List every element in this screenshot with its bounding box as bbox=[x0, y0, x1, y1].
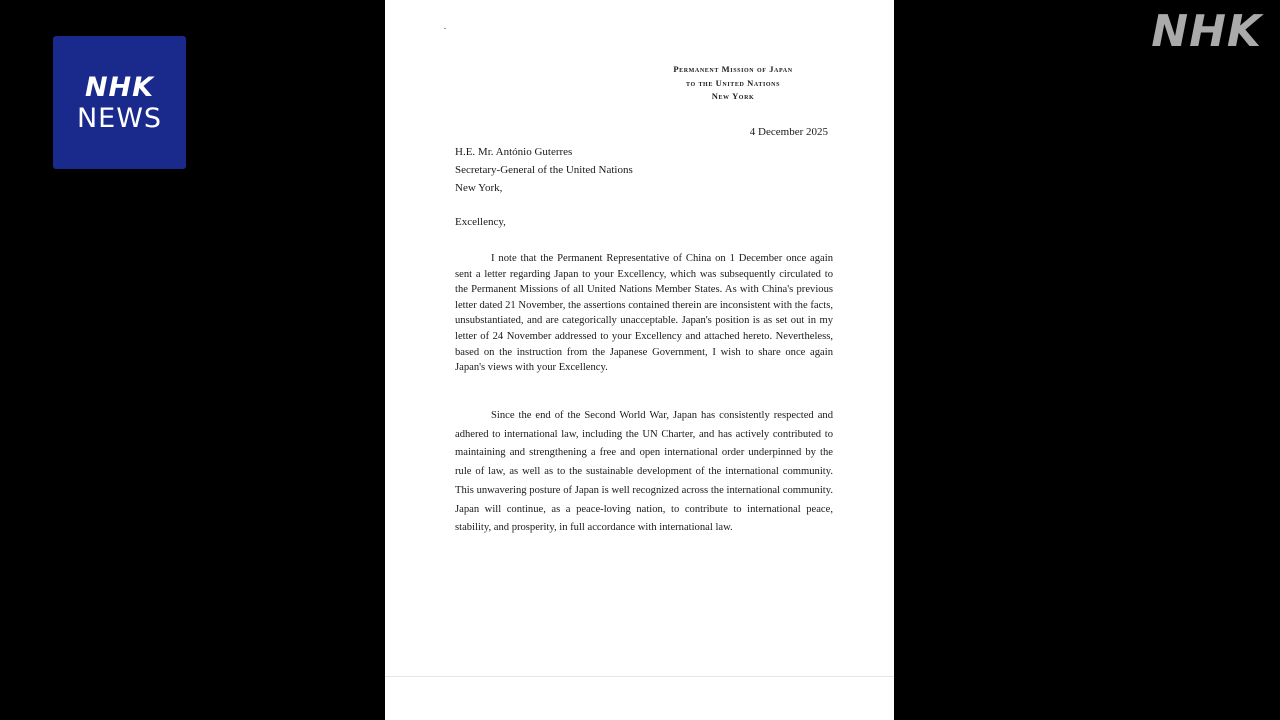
addressee-city: New York, bbox=[455, 182, 503, 194]
addressee-title: Secretary-General of the United Nations bbox=[455, 164, 633, 176]
letterhead bbox=[633, 63, 833, 104]
addressee-name: H.E. Mr. António Guterres bbox=[455, 146, 573, 158]
letterhead-line: New York bbox=[711, 91, 755, 101]
letterhead-line: to the United Nations bbox=[685, 77, 781, 88]
addressee-block bbox=[455, 143, 633, 197]
nhk-watermark: NHK bbox=[1151, 6, 1262, 57]
paper-speck bbox=[444, 28, 446, 29]
logo-line-nhk: NHK bbox=[84, 71, 155, 103]
letter-page bbox=[385, 0, 894, 720]
page-edge-line bbox=[385, 676, 894, 677]
salutation: Excellency, bbox=[455, 216, 506, 228]
body-paragraph-2: Since the end of the Second World War, Japan has consistently respected and adhered to international law, including the UN Charter, and has actively contributed to maintaining and strengthening a free and open international order underpinned by the rule of law, as well as to the sustainable development of the international community. This unwavering posture of Japan is well recognized across the international community. Japan will continue, as a peace-loving nation, to contribute to international peace, stability, and prosperity, in full accordance with international law. bbox=[455, 410, 833, 534]
letter-date: 4 December 2025 bbox=[749, 126, 828, 138]
body-paragraph-1: I note that the Permanent Representative of China on 1 December once again sent a letter regarding Japan to your Excellency, which was subsequently circulated to the Permanent Missions of all United Nations Member States. As with China's previous letter dated 21 November, the assertions contained therein are inconsistent with the facts, unsubstantiated, and are categorically unacceptable. Japan's position is as set out in my letter of 24 November addressed to your Excellency and attached hereto. Nevertheless, based on the instruction from the Japanese Government, I wish to share once again Japan's views with your Excellency. bbox=[455, 253, 833, 374]
letterhead-line: Permanent Mission of Japan bbox=[673, 64, 793, 74]
logo-line-news: NEWS bbox=[76, 102, 163, 134]
nhk-news-logo bbox=[53, 36, 186, 169]
